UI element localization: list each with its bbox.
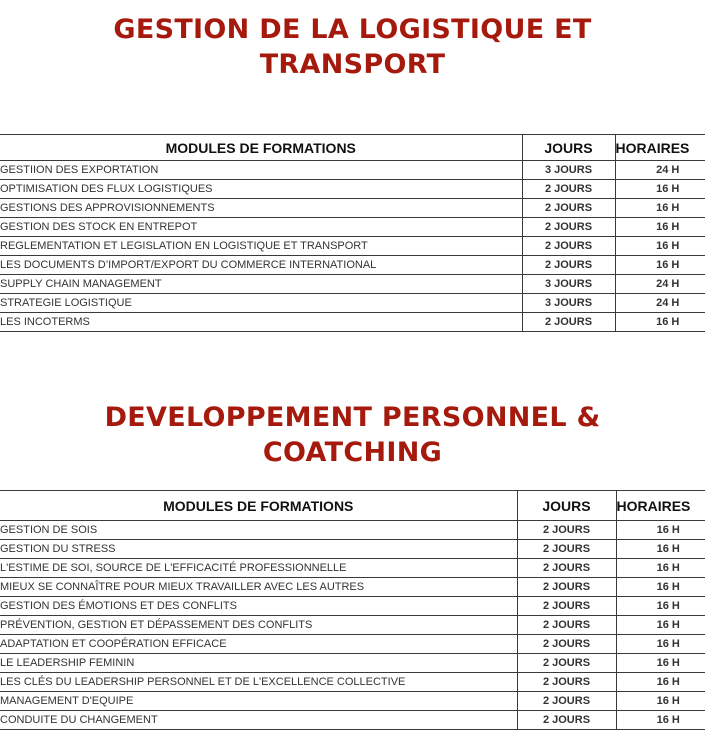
modules-table-developpement — [0, 490, 705, 730]
section-title-line-2: COATCHING — [262, 437, 443, 468]
horaires-cell: 16 H — [615, 313, 705, 332]
table-row — [0, 180, 705, 199]
module-cell: MANAGEMENT D'EQUIPE — [0, 692, 517, 711]
table-row — [0, 692, 705, 711]
module-cell: GESTION DES STOCK EN ENTREPOT — [0, 218, 522, 237]
modules-table-logistique — [0, 134, 705, 332]
horaires-cell: 24 H — [615, 161, 705, 180]
module-cell: GESTION DU STRESS — [0, 540, 517, 559]
section-title-developpement — [0, 400, 705, 470]
jours-cell: 3 JOURS — [522, 294, 615, 313]
section-title-line-1: GESTION DE LA LOGISTIQUE ET — [113, 14, 592, 45]
horaires-cell: 16 H — [616, 673, 705, 692]
module-cell: LES INCOTERMS — [0, 313, 522, 332]
header-jours: JOURS — [517, 491, 616, 521]
jours-cell: 3 JOURS — [522, 275, 615, 294]
jours-cell: 2 JOURS — [522, 199, 615, 218]
table-body — [0, 521, 705, 730]
jours-cell: 2 JOURS — [517, 559, 616, 578]
table-header-row — [0, 491, 705, 521]
module-cell: LES CLÉS DU LEADERSHIP PERSONNEL ET DE L'EXCELLENCE COLLECTIVE — [0, 673, 517, 692]
jours-cell: 2 JOURS — [522, 218, 615, 237]
horaires-cell: 16 H — [615, 199, 705, 218]
jours-cell: 2 JOURS — [517, 578, 616, 597]
table-row — [0, 218, 705, 237]
table-row — [0, 616, 705, 635]
table-row — [0, 635, 705, 654]
module-cell: OPTIMISATION DES FLUX LOGISTIQUES — [0, 180, 522, 199]
table-row — [0, 673, 705, 692]
jours-cell: 2 JOURS — [522, 180, 615, 199]
module-cell: STRATEGIE LOGISTIQUE — [0, 294, 522, 313]
module-cell: PRÉVENTION, GESTION ET DÉPASSEMENT DES CONFLITS — [0, 616, 517, 635]
header-modules: MODULES DE FORMATIONS — [0, 491, 517, 521]
header-modules: MODULES DE FORMATIONS — [0, 135, 522, 161]
table-row — [0, 161, 705, 180]
table-row — [0, 313, 705, 332]
horaires-cell: 16 H — [616, 559, 705, 578]
jours-cell: 2 JOURS — [517, 635, 616, 654]
header-horaires: HORAIRES — [616, 491, 705, 521]
module-cell: SUPPLY CHAIN MANAGEMENT — [0, 275, 522, 294]
module-cell: GESTIONS DES APPROVISIONNEMENTS — [0, 199, 522, 218]
module-cell: L'ESTIME DE SOI, SOURCE DE L'EFFICACITÉ PROFESSIONNELLE — [0, 559, 517, 578]
table-row — [0, 654, 705, 673]
table-row — [0, 199, 705, 218]
table-row — [0, 559, 705, 578]
horaires-cell: 16 H — [616, 616, 705, 635]
table-row — [0, 540, 705, 559]
table-row — [0, 256, 705, 275]
module-cell: GESTION DES ÉMOTIONS ET DES CONFLITS — [0, 597, 517, 616]
section-title-line-2: TRANSPORT — [259, 49, 446, 80]
jours-cell: 2 JOURS — [522, 313, 615, 332]
horaires-cell: 16 H — [616, 654, 705, 673]
module-cell: ADAPTATION ET COOPÉRATION EFFICACE — [0, 635, 517, 654]
jours-cell: 2 JOURS — [522, 256, 615, 275]
module-cell: CONDUITE DU CHANGEMENT — [0, 711, 517, 730]
horaires-cell: 24 H — [615, 275, 705, 294]
section-title-logistique — [0, 12, 705, 82]
module-cell: GESTION DE SOIS — [0, 521, 517, 540]
table-row — [0, 578, 705, 597]
horaires-cell: 16 H — [616, 635, 705, 654]
table-header-row — [0, 135, 705, 161]
horaires-cell: 16 H — [616, 597, 705, 616]
module-cell: GESTIION DES EXPORTATION — [0, 161, 522, 180]
horaires-cell: 16 H — [615, 237, 705, 256]
module-cell: REGLEMENTATION ET LEGISLATION EN LOGISTIQUE ET TRANSPORT — [0, 237, 522, 256]
table-row — [0, 294, 705, 313]
module-cell: LES DOCUMENTS D’IMPORT/EXPORT DU COMMERCE INTERNATIONAL — [0, 256, 522, 275]
jours-cell: 2 JOURS — [517, 692, 616, 711]
horaires-cell: 16 H — [615, 218, 705, 237]
jours-cell: 2 JOURS — [517, 540, 616, 559]
table-row — [0, 237, 705, 256]
module-cell: LE LEADERSHIP FEMININ — [0, 654, 517, 673]
jours-cell: 2 JOURS — [517, 597, 616, 616]
horaires-cell: 24 H — [615, 294, 705, 313]
table-row — [0, 597, 705, 616]
horaires-cell: 16 H — [616, 578, 705, 597]
table-row — [0, 275, 705, 294]
horaires-cell: 16 H — [616, 540, 705, 559]
jours-cell: 3 JOURS — [522, 161, 615, 180]
horaires-cell: 16 H — [616, 692, 705, 711]
horaires-cell: 16 H — [616, 711, 705, 730]
horaires-cell: 16 H — [616, 521, 705, 540]
section-title-line-1: DEVELOPPEMENT PERSONNEL & — [104, 402, 601, 433]
jours-cell: 2 JOURS — [517, 616, 616, 635]
jours-cell: 2 JOURS — [517, 654, 616, 673]
jours-cell: 2 JOURS — [517, 711, 616, 730]
header-jours: JOURS — [522, 135, 615, 161]
table-row — [0, 521, 705, 540]
table-row — [0, 711, 705, 730]
module-cell: MIEUX SE CONNAÎTRE POUR MIEUX TRAVAILLER AVEC LES AUTRES — [0, 578, 517, 597]
horaires-cell: 16 H — [615, 256, 705, 275]
header-horaires: HORAIRES — [615, 135, 705, 161]
jours-cell: 2 JOURS — [517, 521, 616, 540]
jours-cell: 2 JOURS — [517, 673, 616, 692]
jours-cell: 2 JOURS — [522, 237, 615, 256]
table-body — [0, 161, 705, 332]
horaires-cell: 16 H — [615, 180, 705, 199]
